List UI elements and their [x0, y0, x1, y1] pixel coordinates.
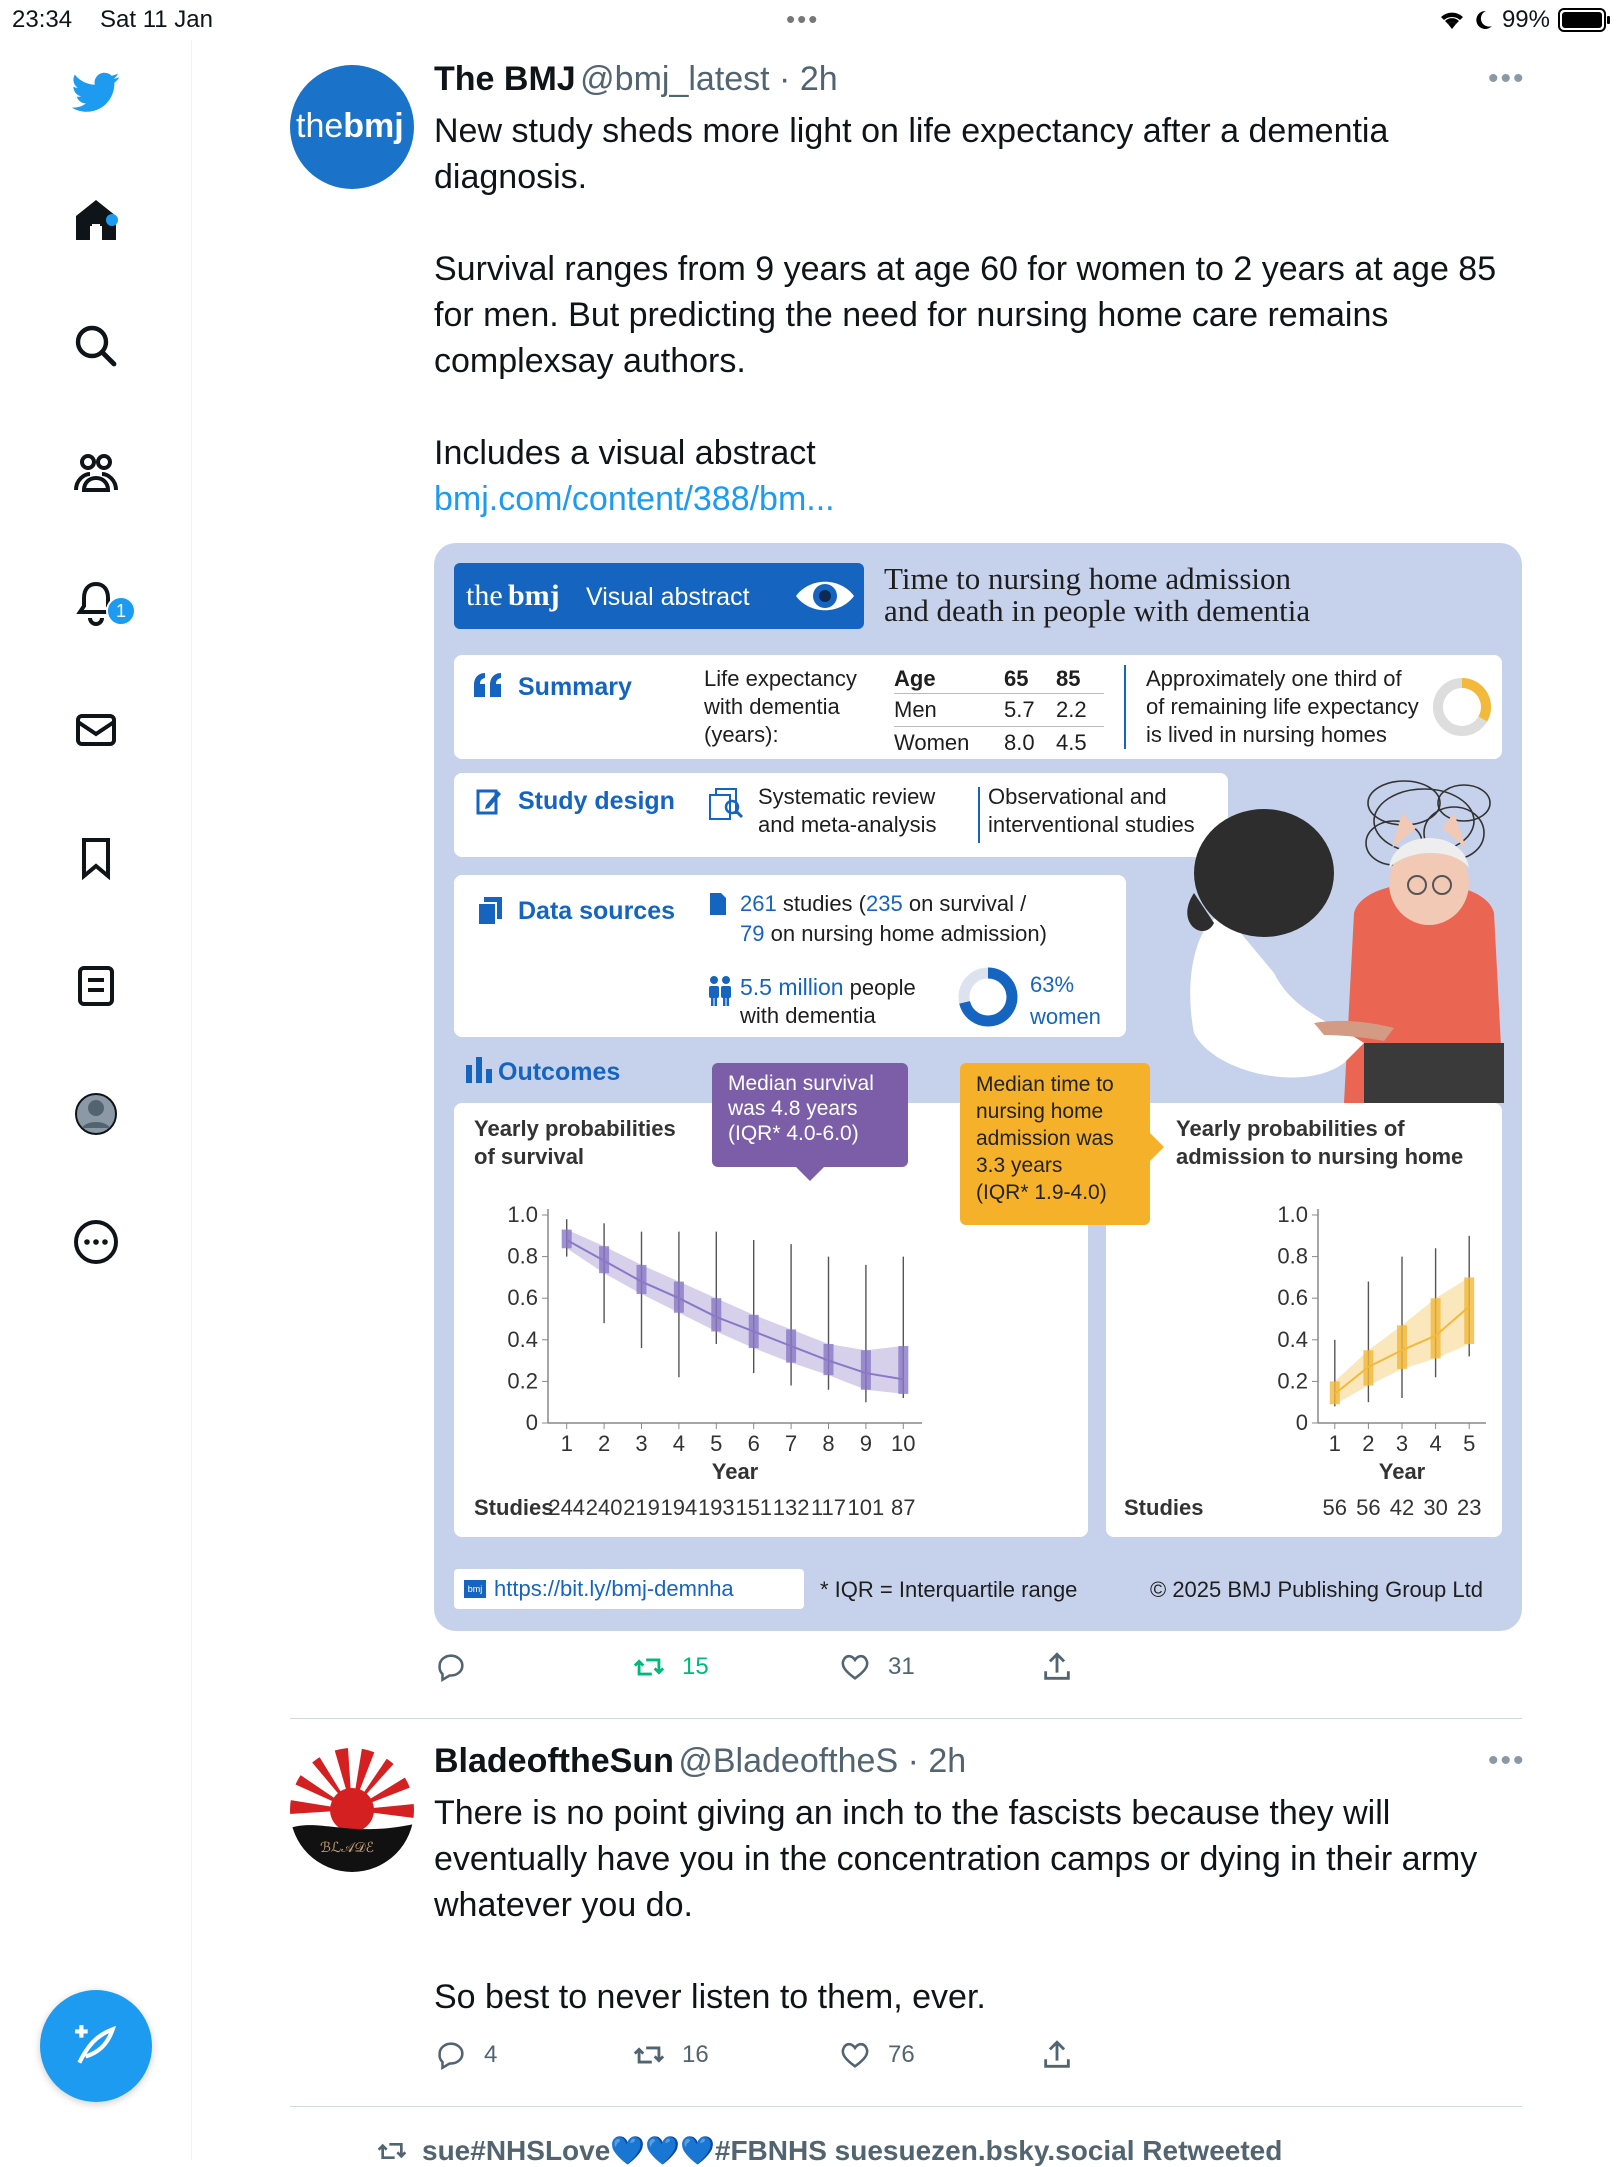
- survival-studies-count: 219: [623, 1495, 660, 1520]
- status-time: 23:34: [12, 6, 73, 33]
- share-icon: [1040, 2038, 1074, 2072]
- tweet-divider: [290, 2106, 1522, 2107]
- design-line: Observational and: [988, 784, 1167, 809]
- studies-text-b: on survival /: [908, 891, 1027, 916]
- tweet1-line: diagnosis.: [434, 158, 588, 196]
- bookmarks-icon[interactable]: [70, 832, 122, 884]
- status-date: Sat 11 Jan: [100, 6, 213, 33]
- tweet1-line: complexsay authors.: [434, 342, 746, 380]
- tweet2-reply-button[interactable]: [434, 2038, 497, 2072]
- tweet2-line: There is no point giving an inch to the fascists because they will: [434, 1794, 1391, 1832]
- le-line: with dementia: [704, 694, 840, 719]
- survival-studies-count: 151: [735, 1495, 773, 1520]
- survival-studies-count: 244: [548, 1495, 586, 1520]
- design-divider: [978, 787, 980, 843]
- review-search-icon: [706, 787, 748, 823]
- chart-title-line: Yearly probabilities of: [1176, 1116, 1405, 1141]
- share-icon: [1040, 1650, 1074, 1684]
- tweet1-like-button[interactable]: [838, 1650, 915, 1684]
- callout-line: (IQR* 1.9-4.0): [976, 1181, 1107, 1204]
- retweet-icon: [632, 2038, 666, 2072]
- survival-x-tick-label: 4: [672, 1431, 686, 1456]
- profile-icon[interactable]: [70, 1088, 122, 1140]
- median-admission-callout: [960, 1063, 1150, 1225]
- compose-feather-icon: [71, 2021, 121, 2071]
- tweet2-body: [434, 1790, 1514, 2020]
- abstract-title-line: Time to nursing home admission: [884, 561, 1292, 596]
- tweet1-more-icon[interactable]: •••: [1488, 62, 1526, 95]
- avatar-bmj[interactable]: [290, 65, 414, 189]
- survival-studies-count: 193: [697, 1495, 735, 1520]
- survival-x-tick-label: 5: [710, 1431, 723, 1456]
- admission-chart-card: [1106, 1103, 1502, 1537]
- callout-line: was 4.8 years: [728, 1097, 858, 1120]
- retweet-icon: [372, 2135, 412, 2167]
- avatar-bladeofthesun[interactable]: [290, 1748, 414, 1872]
- survival-studies-count: 240: [585, 1495, 623, 1520]
- third-line: of remaining life expectancy: [1146, 694, 1419, 719]
- admission-studies-label: Studies: [1124, 1495, 1204, 1520]
- tweet1-handle[interactable]: @bmj_latest · 2h: [580, 60, 838, 98]
- nursing-home-number: 79: [740, 921, 765, 946]
- le-line: (years):: [704, 722, 779, 747]
- admission-y-tick-label: 1.0: [1277, 1202, 1308, 1227]
- reply-icon: [434, 1650, 468, 1684]
- tweet1-header: [434, 60, 838, 99]
- tweet-divider: [290, 1718, 1522, 1719]
- admission-studies-count: 23: [1456, 1495, 1482, 1520]
- col-85: 85: [1056, 666, 1081, 691]
- tweet2-author-name[interactable]: BladeoftheSun: [434, 1742, 674, 1780]
- callout-line: Median time to: [976, 1073, 1114, 1096]
- admission-x-tick-label: 5: [1463, 1431, 1476, 1456]
- admission-x-tick-label: 4: [1429, 1431, 1442, 1456]
- admission-studies-count: 56: [1356, 1495, 1381, 1520]
- multitasking-dots[interactable]: •••: [786, 4, 820, 34]
- admission-y-tick-label: 0: [1295, 1410, 1308, 1435]
- survival-x-tick-label: 3: [635, 1431, 648, 1456]
- survival-y-tick-label: 0.6: [507, 1285, 538, 1311]
- tweet2-line: whatever you do.: [434, 1886, 693, 1924]
- pencil-note-icon: [476, 787, 502, 815]
- heart-icon: [838, 2038, 872, 2072]
- callout-pointer: [796, 1167, 824, 1181]
- battery-percent: 99%: [1501, 6, 1550, 33]
- moon-icon: [1474, 9, 1494, 31]
- survival-y-tick-label: 0.4: [507, 1326, 538, 1352]
- row-men: Men: [894, 697, 937, 722]
- women-percent-text: [1030, 969, 1101, 1033]
- wifi-icon: [1438, 9, 1466, 31]
- abstract-url: https://bit.ly/bmj-demnha: [494, 1576, 734, 1601]
- tweet1-line: Survival ranges from 9 years at age 60 for women to 2 years at age 85: [434, 250, 1497, 288]
- reply-icon: [434, 2038, 468, 2072]
- survival-x-tick-label: 8: [822, 1431, 835, 1456]
- copyright-note: © 2025 BMJ Publishing Group Ltd: [1150, 1577, 1483, 1602]
- survival-x-axis-label: Year: [711, 1459, 759, 1484]
- twitter-logo-icon[interactable]: [70, 66, 122, 118]
- tweet2-reply-count: 4: [484, 2041, 498, 2068]
- survival-studies-label: Studies: [474, 1495, 554, 1520]
- survival-studies-count: 101: [847, 1495, 885, 1520]
- people-text-a: people: [849, 975, 916, 1000]
- avatar-logo-the: the: [296, 107, 344, 145]
- tweet1-share-button[interactable]: [1040, 1650, 1074, 1684]
- survival-x-tick-label: 1: [560, 1431, 573, 1456]
- callout-line: admission was: [976, 1127, 1114, 1150]
- lists-icon[interactable]: [70, 960, 122, 1012]
- admission-y-tick-label: 0.4: [1277, 1326, 1308, 1352]
- heart-icon: [838, 1650, 872, 1684]
- svg-text:ℬℒ𝒜𝒟ℰ: ℬℒ𝒜𝒟ℰ: [320, 1841, 374, 1856]
- survival-x-tick-label: 6: [747, 1431, 760, 1456]
- women-percent-donut-icon: [956, 965, 1020, 1029]
- admission-iqr-box: [1431, 1298, 1441, 1358]
- studies-text-c: on nursing home admission): [770, 921, 1047, 946]
- survival-y-tick-label: 0.2: [507, 1368, 538, 1394]
- people-count-text: [740, 973, 916, 1030]
- one-third-donut-icon: [1430, 675, 1494, 739]
- survival-x-tick-label: 7: [784, 1431, 798, 1456]
- rising-sun-avatar-icon: [290, 1748, 414, 1872]
- women-85: 4.5: [1056, 730, 1087, 755]
- survival-x-tick-label: 10: [891, 1431, 916, 1456]
- messages-icon[interactable]: [70, 704, 122, 756]
- tweet1-body: [434, 108, 1514, 522]
- tweet2-like-button[interactable]: [838, 2038, 915, 2072]
- abstract-title: [884, 563, 1310, 627]
- women-percent-label: women: [1030, 1004, 1101, 1029]
- tweet1-reply-button[interactable]: [434, 1650, 484, 1684]
- admission-x-axis-label: Year: [1378, 1459, 1426, 1484]
- data-sources-card: [454, 875, 1126, 1037]
- men-85: 2.2: [1056, 697, 1087, 722]
- tweet3-retweeted-row[interactable]: [372, 2134, 1282, 2167]
- survival-y-tick-label: 0: [525, 1410, 538, 1435]
- survival-studies-count: 194: [660, 1495, 698, 1520]
- survival-x-tick-label: 9: [859, 1431, 873, 1456]
- documents-icon: [474, 895, 506, 925]
- retweet-icon: [632, 1650, 666, 1684]
- design-line: and meta-analysis: [758, 812, 937, 837]
- study-design-card: [454, 773, 1228, 857]
- study-design-heading: Study design: [518, 787, 675, 815]
- survival-studies-count: 132: [772, 1495, 810, 1520]
- communities-icon[interactable]: [70, 448, 122, 500]
- logo-the: the: [466, 579, 503, 612]
- admission-y-tick-label: 0.2: [1277, 1368, 1308, 1394]
- admission-x-tick-label: 1: [1328, 1431, 1341, 1456]
- survival-y-tick-label: 1.0: [507, 1202, 538, 1227]
- life-expectancy-label: [704, 665, 857, 749]
- tweet1-author-name[interactable]: The BMJ: [434, 60, 576, 98]
- bmj-small-logo-icon: bmj: [464, 1580, 486, 1598]
- status-bar: [0, 0, 1620, 40]
- tweet2-handle[interactable]: @BladeoftheS · 2h: [678, 1742, 967, 1780]
- logo-label: Visual abstract: [586, 583, 750, 611]
- visual-abstract-image[interactable]: [434, 543, 1522, 1631]
- tweet1-retweet-button[interactable]: [632, 1650, 709, 1684]
- notification-badge: 1: [106, 596, 136, 626]
- avatar-logo-bmj: bmj: [343, 107, 404, 145]
- quote-icon: [472, 671, 504, 699]
- design-line: Systematic review: [758, 784, 936, 809]
- chart-title-line: of survival: [474, 1144, 585, 1169]
- studies-text-a: studies (: [782, 891, 866, 916]
- admission-y-tick-label: 0.8: [1277, 1243, 1308, 1269]
- survival-number: 235: [866, 891, 903, 916]
- admission-studies-count: 56: [1322, 1495, 1348, 1520]
- median-survival-callout: [712, 1063, 908, 1167]
- admission-studies-count: 42: [1389, 1495, 1415, 1520]
- callout-line: Median survival: [728, 1072, 874, 1095]
- row-women: Women: [894, 730, 970, 755]
- logo-bmj: bmj: [508, 579, 560, 612]
- compose-button[interactable]: [40, 1990, 152, 2102]
- studies-count-text: [740, 889, 1047, 949]
- life-expectancy-table: [894, 665, 1104, 759]
- search-icon[interactable]: [70, 320, 122, 372]
- chart-title-line: Yearly probabilities: [474, 1116, 676, 1141]
- admission-x-tick-label: 3: [1395, 1431, 1409, 1456]
- people-number: 5.5 million: [740, 974, 844, 1000]
- third-line: Approximately one third of: [1146, 666, 1402, 691]
- tweet2-like-count: 76: [888, 2041, 915, 2068]
- tweet1-like-count: 31: [888, 1653, 915, 1680]
- third-line: is lived in nursing homes: [1146, 722, 1387, 747]
- more-icon[interactable]: [70, 1216, 122, 1268]
- women-65: 8.0: [1004, 730, 1035, 755]
- admission-x-tick-label: 2: [1362, 1431, 1375, 1456]
- tweet1-line: New study sheds more light on life expectancy after a dementia: [434, 112, 1389, 150]
- survival-x-tick-label: 2: [597, 1431, 611, 1456]
- callout-line: nursing home: [976, 1100, 1104, 1123]
- admission-iqr-box: [1397, 1325, 1407, 1369]
- outcomes-heading: Outcomes: [498, 1058, 621, 1086]
- men-65: 5.7: [1004, 697, 1035, 722]
- admission-studies-count: 30: [1423, 1495, 1448, 1520]
- design-item-review: [758, 783, 937, 839]
- tweet1-retweet-count: 15: [682, 1653, 709, 1680]
- tweet1-link[interactable]: bmj.com/content/388/bm...: [434, 480, 835, 518]
- summary-heading: Summary: [518, 673, 632, 701]
- survival-studies-count: 117: [810, 1495, 847, 1520]
- survival-y-tick-label: 0.8: [507, 1243, 538, 1269]
- tweet2-retweet-button[interactable]: [632, 2038, 709, 2072]
- survival-studies-count: 87: [891, 1495, 916, 1520]
- callout-pointer: [1150, 1133, 1164, 1161]
- people-icon: [708, 975, 732, 1007]
- design-line: interventional studies: [988, 812, 1195, 837]
- summary-divider: [1124, 665, 1126, 749]
- tweet1-line: Includes a visual abstract: [434, 434, 816, 472]
- tweet2-header: [434, 1742, 966, 1781]
- le-line: Life expectancy: [704, 666, 857, 691]
- tweet2-share-button[interactable]: [1040, 2038, 1074, 2072]
- summary-card: [454, 655, 1502, 759]
- col-65: 65: [1004, 666, 1029, 691]
- bmj-visual-abstract-logo: [454, 563, 864, 629]
- chart-title-line: admission to nursing home: [1176, 1144, 1464, 1169]
- callout-line: 3.3 years: [976, 1154, 1063, 1177]
- admission-y-tick-label: 0.6: [1277, 1285, 1308, 1311]
- tweet3-retweeted-by: sue#NHSLove💙💙💙#FBNHS suesuezen.bsky.social Retweeted: [422, 2135, 1283, 2166]
- iqr-note: * IQR = Interquartile range: [820, 1577, 1078, 1602]
- bar-chart-icon: [464, 1055, 494, 1083]
- home-unread-dot: [106, 214, 118, 226]
- battery-icon: [1558, 8, 1606, 32]
- document-icon: [708, 891, 728, 917]
- sidebar: [0, 40, 192, 2160]
- dementia-illustration: [1154, 773, 1520, 1103]
- col-age: Age: [894, 666, 936, 691]
- data-sources-heading: Data sources: [518, 897, 676, 925]
- one-third-text: [1146, 665, 1419, 749]
- women-percent-value: 63%: [1030, 972, 1075, 997]
- eye-icon: [794, 573, 856, 619]
- tweet1-line: for men. But predicting the need for nursing home care remains: [434, 296, 1389, 334]
- tweet2-more-icon[interactable]: •••: [1488, 1744, 1526, 1777]
- abstract-url-box[interactable]: [454, 1569, 804, 1609]
- callout-line: (IQR* 4.0-6.0): [728, 1122, 859, 1145]
- tweet2-line: So best to never listen to them, ever.: [434, 1978, 986, 2016]
- studies-number: 261: [740, 891, 777, 916]
- tweet2-line: eventually have you in the concentration camps or dying in their army: [434, 1840, 1478, 1878]
- abstract-title-line: and death in people with dementia: [884, 593, 1311, 628]
- tweet2-retweet-count: 16: [682, 2041, 709, 2068]
- people-text-b: with dementia: [740, 1003, 876, 1028]
